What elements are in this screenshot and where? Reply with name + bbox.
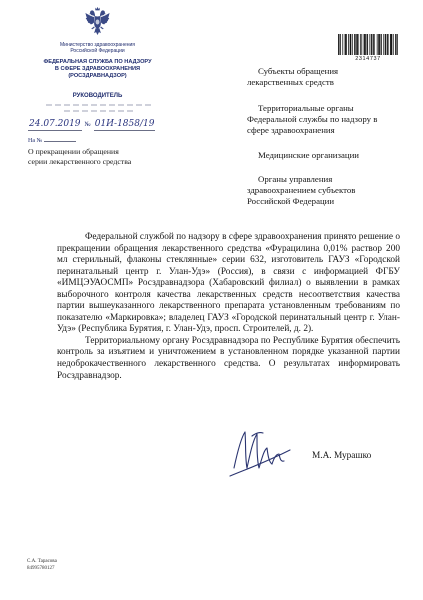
recipient-line: лекарственных средств: [247, 77, 334, 87]
barcode-bar: [371, 34, 372, 55]
service-line: В СФЕРЕ ЗДРАВООХРАНЕНИЯ: [54, 66, 141, 72]
recipient-group: [247, 174, 355, 207]
barcode-bar: [385, 34, 386, 55]
barcode-bar: [350, 34, 351, 55]
reply-label: На №: [28, 138, 43, 144]
barcode-bar: [374, 34, 375, 55]
barcode-bar: [367, 34, 368, 55]
barcode-bar: [355, 34, 356, 55]
handwritten-signature: [226, 424, 296, 482]
barcode-bar: [378, 34, 379, 55]
barcode-bar: [345, 34, 346, 55]
recipient-line: Федеральной службы по надзору в: [247, 114, 378, 124]
barcode-bar: [390, 34, 391, 55]
barcode-bar: [397, 34, 398, 55]
barcode-bar: [364, 34, 365, 55]
recipient-line: Субъекты обращения: [258, 66, 339, 76]
barcode-bar: [339, 34, 340, 55]
barcode-bar: [364, 34, 365, 55]
signer-name: М.А. Мурашко: [312, 451, 372, 461]
barcode-bar: [387, 34, 388, 55]
barcode-bar: [380, 34, 381, 55]
executor-phone: 84995780127: [27, 566, 55, 571]
subject-line: серии лекарственного средства: [28, 157, 132, 166]
recipient-line: Медицинские организации: [258, 150, 360, 160]
barcode-bar: [377, 34, 378, 55]
barcode-bar: [358, 34, 359, 55]
service-line: ФЕДЕРАЛЬНАЯ СЛУЖБА ПО НАДЗОРУ: [43, 59, 152, 65]
executor-name: С.А. Тарасова: [27, 559, 57, 564]
barcode-bar: [350, 34, 351, 55]
barcode-bar: [381, 34, 382, 55]
letter-subject: [28, 147, 131, 167]
coat-of-arms-icon: [84, 6, 111, 37]
barcode-bar: [342, 34, 343, 55]
barcode-bar: [386, 34, 387, 55]
faded-line: [46, 104, 152, 106]
reply-blank: [44, 136, 76, 142]
barcode-bar: [396, 34, 397, 55]
barcode-bar: [354, 34, 355, 55]
registration-line: [28, 119, 155, 131]
letter-date: 24.07.2019: [29, 119, 81, 129]
barcode-bar: [338, 34, 339, 55]
barcode-number: 2314737: [355, 56, 381, 62]
faded-address-lines: [46, 104, 152, 116]
number-sign: №: [84, 121, 91, 128]
barcode: [338, 34, 398, 55]
body-paragraph: Территориальному органу Росздравнадзора по Республике Бурятия обеспечить контроль за изъятием и уничтожением в установленном порядке указанной партии недоброкачественного лекарственного средства. О результатах информировать Росздравнадзор.: [57, 335, 400, 381]
barcode-bar: [379, 34, 380, 55]
barcode-bar: [345, 34, 346, 55]
barcode-bar: [391, 34, 392, 55]
barcode-bar: [393, 34, 394, 55]
barcode-bar: [395, 34, 396, 55]
recipient-group: [247, 66, 338, 88]
barcode-bar: [361, 34, 362, 55]
ministry-name: [30, 42, 165, 54]
barcode-bar: [365, 34, 366, 55]
reply-reference: [28, 136, 76, 145]
recipient-line: Органы управления: [258, 174, 333, 184]
body-paragraph: Федеральной службой по надзору в сфере здравоохранения принято решение о прекращении обращения лекарственного средства «Фурацилина 0,01% раствор 200 мл стерильный, флаконы стеклянные» серии 632, изготовитель ГАУЗ «Городской перинатальный центр г. Улан-Удэ» (Россия), в связи с информацией ФГБУ «ИМЦЭУАОСМП» Росздравнадзора (Хабаровский филиал) о выявлении в рамках выборочного контроля качества лекарственных средств несоответствия качества партии вышеуказанного лекарственного препарата установленным требованиям по показателю «Маркировка»; владелец ГАУЗ «Городской перинатальный центр г. Улан-Удэ» (Республика Бурятия, г. Улан-Удэ, просп. Строителей, д. 2).: [57, 232, 400, 335]
subject-line: О прекращении обращения: [28, 147, 119, 156]
recipient-line: здравоохранением субъектов: [247, 185, 356, 195]
ministry-line: Российской Федерации: [70, 48, 125, 54]
ministry-line: Министерство здравоохранения: [60, 42, 135, 48]
barcode-bar: [369, 34, 370, 55]
executor-info: [27, 558, 57, 572]
barcode-bar: [372, 34, 373, 55]
recipient-line: Российской Федерации: [247, 196, 335, 206]
barcode-bar: [360, 34, 361, 55]
barcode-bar: [367, 34, 368, 55]
recipient-group: [247, 150, 359, 161]
letter-number: 01И-1858/19: [94, 119, 155, 129]
barcode-bar: [383, 34, 384, 55]
letter-body: [57, 232, 400, 382]
service-name: [30, 59, 165, 80]
barcode-bar: [352, 34, 353, 55]
sender-position: РУКОВОДИТЕЛЬ: [72, 93, 123, 99]
barcode-bar: [340, 34, 341, 55]
barcode-bar: [391, 34, 392, 55]
barcode-bar: [357, 34, 358, 55]
service-line: (РОСЗДРАВНАДЗОР): [68, 73, 127, 79]
barcode-bar: [348, 34, 349, 55]
recipient-line: Территориальные органы: [258, 103, 354, 113]
recipient-line: сфере здравоохранения: [247, 125, 335, 135]
recipient-group: [247, 103, 377, 136]
barcode-bar: [373, 34, 374, 55]
barcode-bar: [388, 34, 389, 55]
faded-line: [64, 110, 134, 112]
barcode-bar: [346, 34, 347, 55]
barcode-bar: [356, 34, 357, 55]
